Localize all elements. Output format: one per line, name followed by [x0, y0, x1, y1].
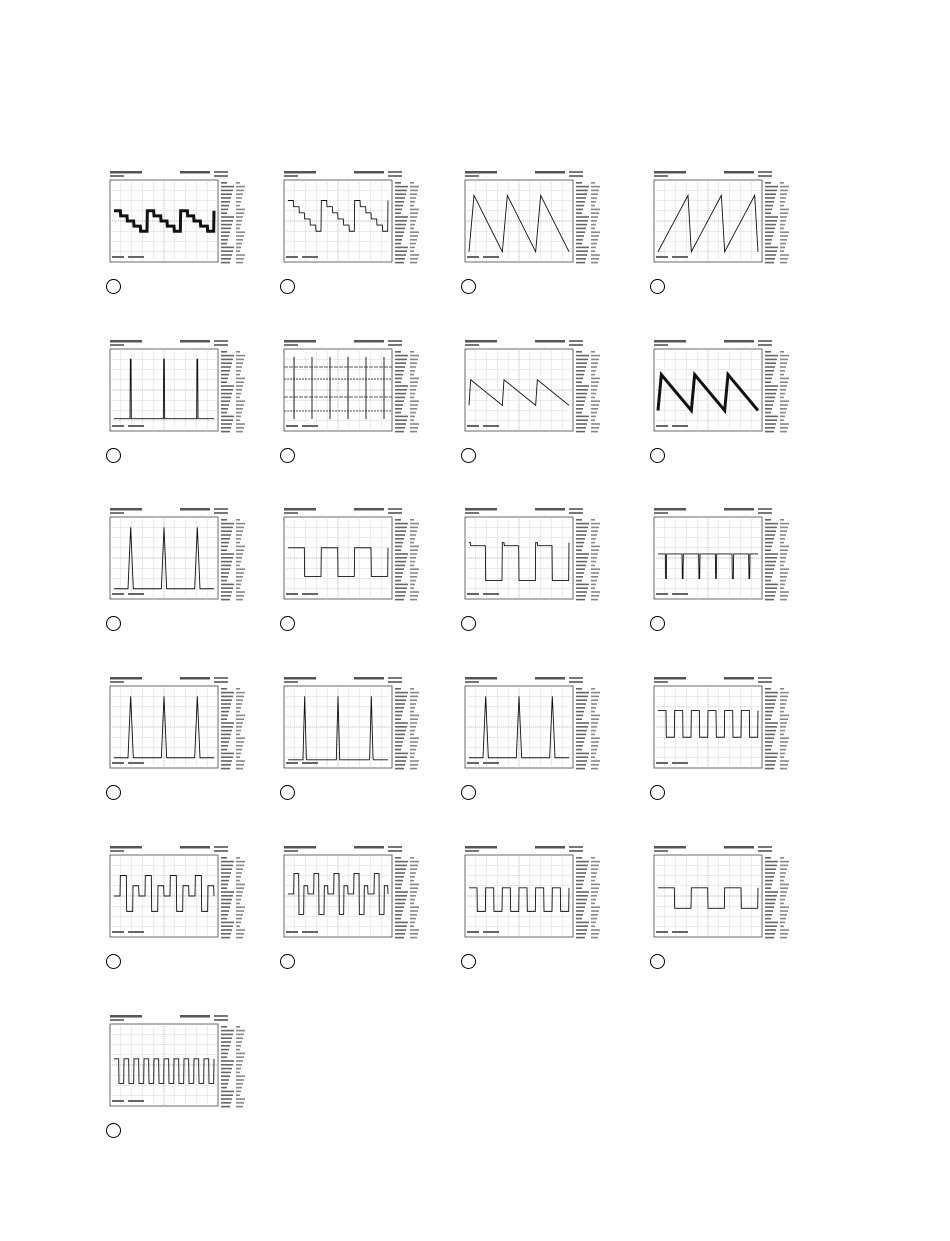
reference-circle-marker: [280, 954, 295, 969]
oscilloscope-screen: [463, 507, 613, 612]
reference-circle-marker: [280, 616, 295, 631]
oscilloscope-panel: [652, 845, 802, 973]
waveform-plot: [108, 339, 258, 444]
waveform-plot: [652, 676, 802, 781]
waveform-plot: [108, 676, 258, 781]
oscilloscope-screen: [108, 676, 258, 781]
waveform-plot: [463, 170, 613, 275]
oscilloscope-screen: [463, 676, 613, 781]
waveform-plot: [108, 845, 258, 950]
reference-circle-marker: [650, 954, 665, 969]
waveform-plot: [282, 339, 432, 444]
oscilloscope-screen: [282, 339, 432, 444]
reference-circle-marker: [106, 616, 121, 631]
oscilloscope-panel: [108, 170, 258, 298]
waveform-plot: [108, 170, 258, 275]
reference-circle-marker: [280, 448, 295, 463]
waveform-plot: [652, 339, 802, 444]
oscilloscope-panel: [108, 676, 258, 804]
reference-circle-marker: [106, 448, 121, 463]
waveform-plot: [463, 339, 613, 444]
waveform-plot: [282, 845, 432, 950]
reference-circle-marker: [461, 279, 476, 294]
reference-circle-marker: [461, 954, 476, 969]
reference-circle-marker: [106, 954, 121, 969]
reference-circle-marker: [106, 1123, 121, 1138]
waveform-plot: [282, 170, 432, 275]
waveform-plot: [108, 507, 258, 612]
waveform-plot: [108, 1014, 258, 1119]
oscilloscope-panel: [108, 507, 258, 635]
oscilloscope-screen: [463, 170, 613, 275]
oscilloscope-screen: [652, 507, 802, 612]
waveform-plot: [652, 170, 802, 275]
reference-circle-marker: [280, 279, 295, 294]
oscilloscope-screen: [652, 339, 802, 444]
reference-circle-marker: [280, 785, 295, 800]
oscilloscope-screen: [282, 676, 432, 781]
oscilloscope-panel: [282, 676, 432, 804]
oscilloscope-screen: [463, 845, 613, 950]
waveform-plot: [463, 676, 613, 781]
oscilloscope-panel: [652, 170, 802, 298]
oscilloscope-screen: [108, 339, 258, 444]
oscilloscope-screen: [652, 676, 802, 781]
oscilloscope-screen: [282, 507, 432, 612]
reference-circle-marker: [461, 448, 476, 463]
waveform-trace: [114, 1059, 214, 1084]
oscilloscope-panel: [108, 339, 258, 467]
oscilloscope-panel: [463, 845, 613, 973]
oscilloscope-screen: [463, 339, 613, 444]
oscilloscope-screen: [108, 170, 258, 275]
reference-circle-marker: [106, 785, 121, 800]
waveform-plot: [652, 845, 802, 950]
reference-circle-marker: [650, 785, 665, 800]
oscilloscope-screen: [652, 845, 802, 950]
waveform-plot: [282, 507, 432, 612]
oscilloscope-screen: [108, 845, 258, 950]
oscilloscope-panel: [282, 339, 432, 467]
waveform-plot: [463, 845, 613, 950]
oscilloscope-panel: [652, 507, 802, 635]
reference-circle-marker: [106, 279, 121, 294]
oscilloscope-screen: [652, 170, 802, 275]
oscilloscope-panel: [282, 170, 432, 298]
oscilloscope-screen: [282, 845, 432, 950]
waveform-plot: [463, 507, 613, 612]
oscilloscope-panel: [282, 845, 432, 973]
reference-circle-marker: [461, 785, 476, 800]
reference-circle-marker: [650, 616, 665, 631]
waveform-plot: [652, 507, 802, 612]
reference-circle-marker: [650, 448, 665, 463]
oscilloscope-screen: [108, 507, 258, 612]
reference-circle-marker: [461, 616, 476, 631]
oscilloscope-panel: [108, 1014, 258, 1142]
oscilloscope-panel: [463, 339, 613, 467]
oscilloscope-screen: [282, 170, 432, 275]
oscilloscope-panel: [652, 339, 802, 467]
oscilloscope-panel: [108, 845, 258, 973]
oscilloscope-panel: [652, 676, 802, 804]
oscilloscope-screen: [108, 1014, 258, 1119]
oscilloscope-panel: [463, 170, 613, 298]
oscilloscope-panel: [463, 507, 613, 635]
oscilloscope-panel: [282, 507, 432, 635]
reference-circle-marker: [650, 279, 665, 294]
oscilloscope-panel: [463, 676, 613, 804]
waveform-plot: [282, 676, 432, 781]
